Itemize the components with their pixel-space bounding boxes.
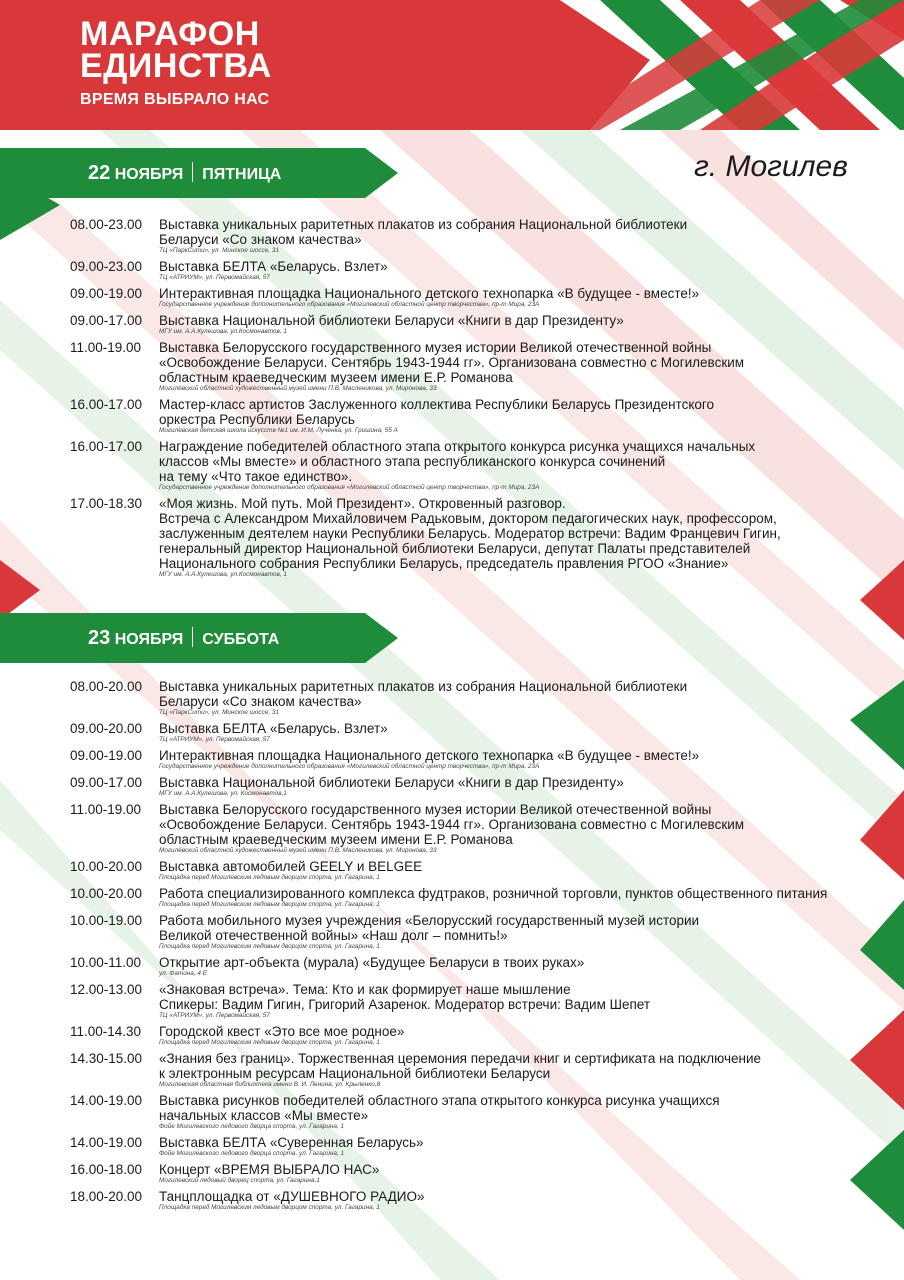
event-row bbox=[70, 775, 860, 798]
event-location: ТЦ «АТРИУМ», ул. Первомайская, 57 bbox=[159, 1012, 270, 1019]
event-title-line: Выставка Национальной библиотеки Беларуси «Книги в дар Президенту» bbox=[159, 775, 624, 790]
event-title bbox=[159, 859, 860, 874]
event-location: Могилёвский областной художественный музей имени П.В. Масленикова, ул. Миронова, 33 bbox=[159, 385, 437, 392]
event-title bbox=[159, 982, 860, 1012]
day-number: 22 bbox=[88, 162, 111, 184]
event-title-line: «Моя жизнь. Мой путь. Мой Президент». Откровенный разговор. bbox=[159, 496, 566, 511]
day-label bbox=[88, 627, 279, 650]
event-title bbox=[159, 721, 860, 736]
event-details bbox=[159, 313, 860, 336]
event-location: ТЦ «ПаркСити», ул. Минское шоссе, 31 bbox=[159, 709, 280, 716]
event-time: 09.00-23.00 bbox=[70, 259, 143, 274]
event-time: 16.00-18.00 bbox=[70, 1162, 143, 1177]
event-row bbox=[70, 679, 860, 717]
event-details bbox=[159, 259, 860, 282]
day-number: 23 bbox=[88, 627, 111, 649]
event-time: 14.00-19.00 bbox=[70, 1093, 143, 1108]
event-title-line: Работа мобильного музея учреждения «Белорусский государственный музей истории bbox=[159, 913, 700, 928]
event-title bbox=[159, 1135, 860, 1150]
event-title bbox=[159, 259, 860, 274]
event-title-line: Интерактивная площадка Национального детского технопарка «В будущее - вместе!» bbox=[159, 748, 700, 763]
event-details bbox=[159, 1162, 860, 1185]
event-time: 10.00-20.00 bbox=[70, 886, 143, 901]
day-weekday: ПЯТНИЦА bbox=[202, 166, 282, 183]
event-title-line: Выставка БЕЛТА «Беларусь. Взлет» bbox=[159, 721, 388, 736]
event-subtitle: ВРЕМЯ ВЫБРАЛО НАС bbox=[80, 91, 270, 108]
event-title bbox=[159, 1093, 860, 1123]
title-line-2: ЕДИНСТВА bbox=[80, 47, 272, 85]
event-location: Могилевский ледовый дворец спорта, ул. Гагарина,1 bbox=[159, 1177, 320, 1184]
event-time: 09.00-17.00 bbox=[70, 313, 143, 328]
event-title-line: Национального собрания Республики Беларусь, председатель правления РГОО «Знание» bbox=[159, 556, 729, 571]
event-time: 10.00-19.00 bbox=[70, 913, 143, 928]
event-title-line: Выставка БЕЛТА «Суверенная Беларусь» bbox=[159, 1135, 424, 1150]
event-time: 11.00-19.00 bbox=[70, 340, 142, 355]
event-location: Площадка перед Могилевским ледовым дворцом спорта, ул. Гагарина, 1 bbox=[159, 901, 380, 908]
event-location: Площадка перед Могилевским ледовым дворцом спорта, ул. Гагарина, 1 bbox=[159, 1039, 380, 1046]
event-location: Могилёвский областной художественный музей имени П.В. Масленикова, ул. Миронова, 33 bbox=[159, 847, 437, 854]
event-title-line: заслуженным деятелем науки Республики Беларусь. Модератор встречи: Вадим Францевич Гигин, bbox=[159, 526, 781, 541]
event-row bbox=[70, 982, 860, 1020]
event-row bbox=[70, 955, 860, 978]
event-title bbox=[159, 217, 860, 247]
event-row bbox=[70, 1162, 860, 1185]
event-details bbox=[159, 439, 860, 492]
event-row bbox=[70, 397, 860, 435]
event-details bbox=[159, 340, 860, 393]
event-title-line: «Знаковая встреча». Тема: Кто и как формирует наше мышление bbox=[159, 982, 571, 997]
event-details bbox=[159, 286, 860, 309]
event-title-line: Выставка автомобилей GEELY и BELGEE bbox=[159, 859, 423, 874]
event-details bbox=[159, 859, 860, 882]
day-weekday: СУББОТА bbox=[202, 631, 280, 648]
event-row bbox=[70, 217, 860, 255]
event-title-line: Работа специализированного комплекса фудтраков, розничной торговли, пунктов общественного питания bbox=[159, 886, 828, 901]
event-location: МГУ им. А.А.Кулешова, ул.Космонавтов, 1 bbox=[159, 571, 287, 578]
event-title bbox=[159, 1051, 860, 1081]
event-title bbox=[159, 913, 860, 943]
event-location: ТЦ «АТРИУМ», ул. Первомайская, 57 bbox=[159, 274, 270, 281]
event-row bbox=[70, 886, 860, 909]
event-time: 10.00-11.00 bbox=[70, 955, 142, 970]
event-time: 17.00-18.30 bbox=[70, 496, 143, 511]
event-title-line: оркестра Республики Беларусь bbox=[159, 412, 355, 427]
event-title-line: областным краеведческим музеем имени Е.Р. Романова bbox=[159, 832, 513, 847]
event-title-line: Выставка Белорусского государственного музея истории Великой отечественной войны bbox=[159, 802, 712, 817]
event-location: Государственное учреждение дополнительного образования «Могилевский областной центр творчества», пр-т Мира, 23А bbox=[159, 301, 540, 308]
event-row bbox=[70, 1051, 860, 1089]
event-title bbox=[159, 1189, 860, 1204]
event-row bbox=[70, 1093, 860, 1131]
event-location: Площадка перед Могилевским ледовым дворцом спорта, ул. Гагарина, 1 bbox=[159, 874, 380, 881]
title-line-1: МАРАФОН bbox=[80, 15, 260, 53]
event-title-line: Награждение победителей областного этапа открытого конкурса рисунка учащихся начальных bbox=[159, 439, 756, 454]
event-time: 11.00-14.30 bbox=[70, 1024, 142, 1039]
event-title bbox=[159, 439, 860, 484]
day-month: НОЯБРЯ bbox=[114, 631, 184, 648]
event-title-line: Выставка Белорусского государственного музея истории Великой отечественной войны bbox=[159, 340, 712, 355]
event-title bbox=[159, 1162, 860, 1177]
event-row bbox=[70, 859, 860, 882]
event-details bbox=[159, 721, 860, 744]
event-details bbox=[159, 1051, 860, 1089]
event-details bbox=[159, 679, 860, 717]
event-title-line: Мастер-класс артистов Заслуженного коллектива Республики Беларусь Президентского bbox=[159, 397, 715, 412]
event-location: Государственное учреждение дополнительного образования «Могилевский областной центр творчества», пр-т Мира, 23А bbox=[159, 484, 540, 491]
event-title-line: Интерактивная площадка Национального детского технопарка «В будущее - вместе!» bbox=[159, 286, 700, 301]
day-banner-2 bbox=[0, 613, 400, 663]
event-time: 10.00-20.00 bbox=[70, 859, 143, 874]
event-time: 09.00-20.00 bbox=[70, 721, 143, 736]
day-divider bbox=[192, 162, 193, 182]
event-details bbox=[159, 913, 860, 951]
event-title bbox=[159, 397, 860, 427]
event-location: Могилёвская детская школа искусств №1 им. И.М. Лученка, ул. Гришина, 55 А bbox=[159, 427, 398, 434]
event-location: ТЦ «ПаркСити», ул. Минское шоссе, 31 bbox=[159, 247, 280, 254]
event-location: Могилевская областная библиотека имени В. И. Ленина, ул. Крыленко,8 bbox=[159, 1081, 381, 1088]
event-location: Фойе Могилевского ледового дворца спорта, ул. Гагарина, 1 bbox=[159, 1123, 345, 1130]
event-title-line: Выставка Национальной библиотеки Беларуси «Книги в дар Президенту» bbox=[159, 313, 624, 328]
event-row bbox=[70, 259, 860, 282]
event-details bbox=[159, 955, 860, 978]
event-row bbox=[70, 913, 860, 951]
event-location: Площадка перед Могилевским ледовым дворцом спорта, ул. Гагарина, 1 bbox=[159, 1204, 380, 1211]
event-title-line: Выставка БЕЛТА «Беларусь. Взлет» bbox=[159, 259, 388, 274]
event-list-day-2 bbox=[70, 679, 860, 1216]
event-location: ул. Фатина, 4 Е bbox=[159, 970, 208, 977]
event-title bbox=[159, 802, 860, 847]
event-title-line: «Знания без границ». Торжественная церемония передачи книг и сертификата на подключение bbox=[159, 1051, 762, 1066]
event-row bbox=[70, 1024, 860, 1047]
event-title bbox=[159, 1024, 860, 1039]
day-divider bbox=[192, 627, 193, 647]
event-details bbox=[159, 1189, 860, 1212]
event-row bbox=[70, 286, 860, 309]
event-details bbox=[159, 217, 860, 255]
event-title-line: Выставка уникальных раритетных плакатов из собрания Национальной библиотеки bbox=[159, 679, 688, 694]
day-banner-1 bbox=[0, 148, 400, 198]
event-details bbox=[159, 397, 860, 435]
event-location: МГУ им. А.А.Кулешова, ул. Космонавтов,1 bbox=[159, 790, 287, 797]
event-details bbox=[159, 496, 860, 579]
event-details bbox=[159, 802, 860, 855]
event-title-line: «Освобождение Беларуси. Сентябрь 1943-1944 гг». Организована совместно с Могилевским bbox=[159, 355, 745, 370]
event-row bbox=[70, 721, 860, 744]
event-title bbox=[159, 496, 860, 571]
event-title bbox=[159, 886, 860, 901]
event-details bbox=[159, 1093, 860, 1131]
event-title bbox=[159, 340, 860, 385]
city-label: г. Могилев bbox=[694, 150, 848, 183]
event-title-line: начальных классов «Мы вместе» bbox=[159, 1108, 369, 1123]
event-details bbox=[159, 886, 860, 909]
event-details bbox=[159, 1135, 860, 1158]
event-title-line: Концерт «ВРЕМЯ ВЫБРАЛО НАС» bbox=[159, 1162, 380, 1177]
event-row bbox=[70, 439, 860, 492]
event-title-line: Встреча с Александром Михайловичем Радьковым, доктором педагогических наук, профессором, bbox=[159, 511, 777, 526]
event-location: ТЦ «АТРИУМ», ул. Первомайская, 57 bbox=[159, 736, 270, 743]
event-title-line: «Освобождение Беларуси. Сентябрь 1943-1944 гг». Организована совместно с Могилевским bbox=[159, 817, 745, 832]
event-row bbox=[70, 1189, 860, 1212]
event-title-line: Городской квест «Это все мое родное» bbox=[159, 1024, 405, 1039]
event-title-line: Танцплощадка от «ДУШЕВНОГО РАДИО» bbox=[159, 1189, 425, 1204]
event-list-day-1 bbox=[70, 217, 860, 583]
event-time: 09.00-19.00 bbox=[70, 286, 143, 301]
event-details bbox=[159, 775, 860, 798]
event-title-line: Открытие арт-объекта (мурала) «Будущее Беларуси в твоих руках» bbox=[159, 955, 585, 970]
event-time: 12.00-13.00 bbox=[70, 982, 143, 997]
event-time: 08.00-20.00 bbox=[70, 679, 143, 694]
event-title bbox=[159, 748, 860, 763]
event-time: 16.00-17.00 bbox=[70, 439, 143, 454]
event-title bbox=[80, 15, 272, 85]
event-location: Площадка перед Могилевским ледовым дворцом спорта, ул. Гагарина, 1 bbox=[159, 943, 380, 950]
event-title-line: Выставка уникальных раритетных плакатов из собрания Национальной библиотеки bbox=[159, 217, 688, 232]
event-title-line: Выставка рисунков победителей областного этапа открытого конкурса рисунка учащихся bbox=[159, 1093, 720, 1108]
event-title-line: классов «Мы вместе» и областного этапа республиканского конкурса сочинений bbox=[159, 454, 666, 469]
event-row bbox=[70, 313, 860, 336]
event-title-line: генеральный директор Национальной библиотеки Беларуси, депутат Палаты представителей bbox=[159, 541, 751, 556]
event-row bbox=[70, 340, 860, 393]
day-month: НОЯБРЯ bbox=[114, 166, 184, 183]
event-time: 18.00-20.00 bbox=[70, 1189, 143, 1204]
event-location: МГУ им. А.А.Кулешова, ул.Космонавтов, 1 bbox=[159, 328, 287, 335]
event-time: 11.00-19.00 bbox=[70, 802, 142, 817]
event-title-line: Беларуси «Со знаком качества» bbox=[159, 694, 362, 709]
event-details bbox=[159, 1024, 860, 1047]
event-title-line: на тему «Что такое единство». bbox=[159, 469, 353, 484]
event-title-line: к электронным ресурсам Национальной библиотеки Беларуси bbox=[159, 1066, 551, 1081]
event-title-line: областным краеведческим музеем имени Е.Р. Романова bbox=[159, 370, 513, 385]
event-row bbox=[70, 496, 860, 579]
event-title-line: Спикеры: Вадим Гигин, Григорий Азаренок. Модератор встречи: Вадим Шепет bbox=[159, 997, 651, 1012]
day-label bbox=[88, 162, 281, 185]
event-details bbox=[159, 982, 860, 1020]
event-title bbox=[159, 955, 860, 970]
event-time: 16.00-17.00 bbox=[70, 397, 143, 412]
event-time: 09.00-17.00 bbox=[70, 775, 143, 790]
event-row bbox=[70, 748, 860, 771]
event-title bbox=[159, 775, 860, 790]
event-row bbox=[70, 802, 860, 855]
event-title bbox=[159, 313, 860, 328]
event-location: Государственное учреждение дополнительного образования «Могилевский областной центр творчества», пр-т Мира, 23А bbox=[159, 763, 540, 770]
event-title-line: Беларуси «Со знаком качества» bbox=[159, 232, 362, 247]
event-details bbox=[159, 748, 860, 771]
event-time: 09.00-19.00 bbox=[70, 748, 143, 763]
event-row bbox=[70, 1135, 860, 1158]
event-location: Фойе Могилевского ледового дворца спорта, ул. Гагарина, 1 bbox=[159, 1150, 345, 1157]
event-time: 14.00-19.00 bbox=[70, 1135, 143, 1150]
event-title bbox=[159, 286, 860, 301]
event-time: 08.00-23.00 bbox=[70, 217, 143, 232]
event-title-line: Великой отечественной войны» «Наш долг – помнить!» bbox=[159, 928, 508, 943]
event-time: 14.30-15.00 bbox=[70, 1051, 143, 1066]
event-title bbox=[159, 679, 860, 709]
